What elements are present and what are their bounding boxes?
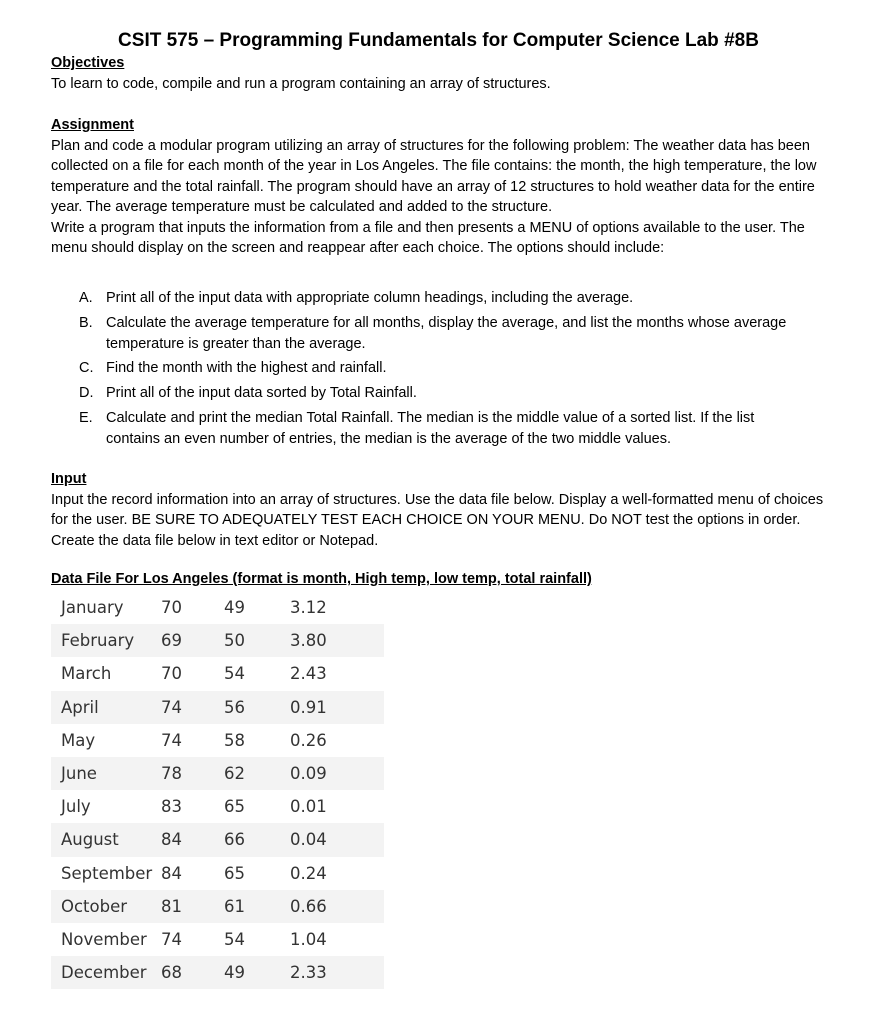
table-row xyxy=(51,857,384,890)
table-row xyxy=(51,757,384,790)
weather-data-table xyxy=(51,591,384,989)
low-temp-cell: 58 xyxy=(224,730,245,750)
low-temp-cell: 62 xyxy=(224,763,245,783)
table-row xyxy=(51,591,384,624)
option-letter: C. xyxy=(79,360,94,376)
rainfall-cell: 0.26 xyxy=(290,730,327,750)
input-text: Input the record information into an array of structures. Use the data file below. Display a well-formatted menu of choices for the user. BE SURE TO ADEQUATELY TEST EACH CHOICE ON YOUR MENU. Do NOT test the options in order. Create the data file below in text editor or Notepad. xyxy=(51,491,824,549)
option-text: Calculate and print the median Total Rainfall. The median is the middle value of a sorted list. If the list contains an even number of entries, the median is the average of the two middle values. xyxy=(106,410,755,447)
low-temp-cell: 56 xyxy=(224,697,245,717)
month-cell: December xyxy=(61,963,147,983)
high-temp-cell: 84 xyxy=(161,863,182,883)
high-temp-cell: 74 xyxy=(161,929,182,949)
month-cell: August xyxy=(61,830,119,850)
option-e xyxy=(79,408,799,449)
assignment-paragraph-2: Write a program that inputs the information from a file and then presents a MENU of options available to the user. The menu should display on the screen and reappear after each choice. The options should include: xyxy=(51,219,805,256)
low-temp-cell: 65 xyxy=(224,797,245,817)
month-cell: November xyxy=(61,929,147,949)
month-cell: February xyxy=(61,631,135,651)
table-row xyxy=(51,890,384,923)
option-letter: A. xyxy=(79,290,93,306)
low-temp-cell: 66 xyxy=(224,830,245,850)
low-temp-cell: 49 xyxy=(224,963,245,983)
input-heading: Input xyxy=(51,471,87,487)
rainfall-cell: 0.91 xyxy=(290,697,327,717)
high-temp-cell: 74 xyxy=(161,697,182,717)
month-cell: June xyxy=(61,763,97,783)
low-temp-cell: 61 xyxy=(224,896,245,916)
option-letter: E. xyxy=(79,410,93,426)
option-b xyxy=(79,313,799,354)
low-temp-cell: 49 xyxy=(224,598,245,617)
option-text: Print all of the input data with appropriate column headings, including the average. xyxy=(106,290,634,306)
low-temp-cell: 65 xyxy=(224,863,245,883)
month-cell: January xyxy=(61,598,124,617)
month-cell: May xyxy=(61,730,96,750)
rainfall-cell: 2.43 xyxy=(290,664,327,684)
high-temp-cell: 74 xyxy=(161,730,182,750)
rainfall-cell: 2.33 xyxy=(290,963,327,983)
month-cell: July xyxy=(61,797,91,817)
high-temp-cell: 84 xyxy=(161,830,182,850)
data-file-heading: Data File For Los Angeles (format is month, High temp, low temp, total rainfall) xyxy=(51,571,592,587)
high-temp-cell: 69 xyxy=(161,631,182,651)
rainfall-cell: 0.66 xyxy=(290,896,327,916)
rainfall-cell: 3.12 xyxy=(290,598,327,617)
objectives-section xyxy=(51,53,841,94)
table-row xyxy=(51,790,384,823)
low-temp-cell: 54 xyxy=(224,929,245,949)
month-cell: October xyxy=(61,896,128,916)
rainfall-cell: 0.04 xyxy=(290,830,327,850)
option-letter: B. xyxy=(79,315,93,331)
low-temp-cell: 54 xyxy=(224,664,245,684)
objectives-heading: Objectives xyxy=(51,55,125,71)
option-letter: D. xyxy=(79,385,94,401)
table-row xyxy=(51,724,384,757)
page-title: CSIT 575 – Programming Fundamentals for Computer Science Lab #8B xyxy=(118,30,759,51)
table-row xyxy=(51,691,384,724)
option-d xyxy=(79,383,799,404)
high-temp-cell: 83 xyxy=(161,797,182,817)
assignment-heading: Assignment xyxy=(51,117,134,133)
table-row xyxy=(51,823,384,856)
high-temp-cell: 81 xyxy=(161,896,182,916)
rainfall-cell: 0.01 xyxy=(290,797,327,817)
high-temp-cell: 68 xyxy=(161,963,182,983)
high-temp-cell: 70 xyxy=(161,664,182,684)
high-temp-cell: 78 xyxy=(161,763,182,783)
rainfall-cell: 3.80 xyxy=(290,631,327,651)
table-row xyxy=(51,657,384,690)
month-cell: March xyxy=(61,664,112,684)
option-a xyxy=(79,288,799,309)
option-text: Find the month with the highest and rainfall. xyxy=(106,360,387,376)
table-row xyxy=(51,923,384,956)
high-temp-cell: 70 xyxy=(161,598,182,617)
table-row xyxy=(51,956,384,989)
rainfall-cell: 0.24 xyxy=(290,863,327,883)
month-cell: April xyxy=(61,697,99,717)
option-text: Calculate the average temperature for all months, display the average, and list the months whose average temperature is greater than the average. xyxy=(106,315,787,352)
month-cell: September xyxy=(61,863,153,883)
table-row xyxy=(51,624,384,657)
option-c xyxy=(79,358,799,379)
low-temp-cell: 50 xyxy=(224,631,245,651)
input-section xyxy=(51,469,841,551)
assignment-paragraph-1: Plan and code a modular program utilizing an array of structures for the following problem: The weather data has been collected on a file for each month of the year in Los Angeles. The file contains: the month, the high temperature, the low temperature and the total rainfall. The program should have an array of 12 structures to hold weather data for the entire year. The average temperature must be calculated and added to the structure. xyxy=(51,137,817,215)
assignment-section xyxy=(51,115,841,259)
rainfall-cell: 1.04 xyxy=(290,929,327,949)
rainfall-cell: 0.09 xyxy=(290,763,327,783)
objectives-text: To learn to code, compile and run a program containing an array of structures. xyxy=(51,75,551,92)
option-text: Print all of the input data sorted by Total Rainfall. xyxy=(106,385,417,401)
